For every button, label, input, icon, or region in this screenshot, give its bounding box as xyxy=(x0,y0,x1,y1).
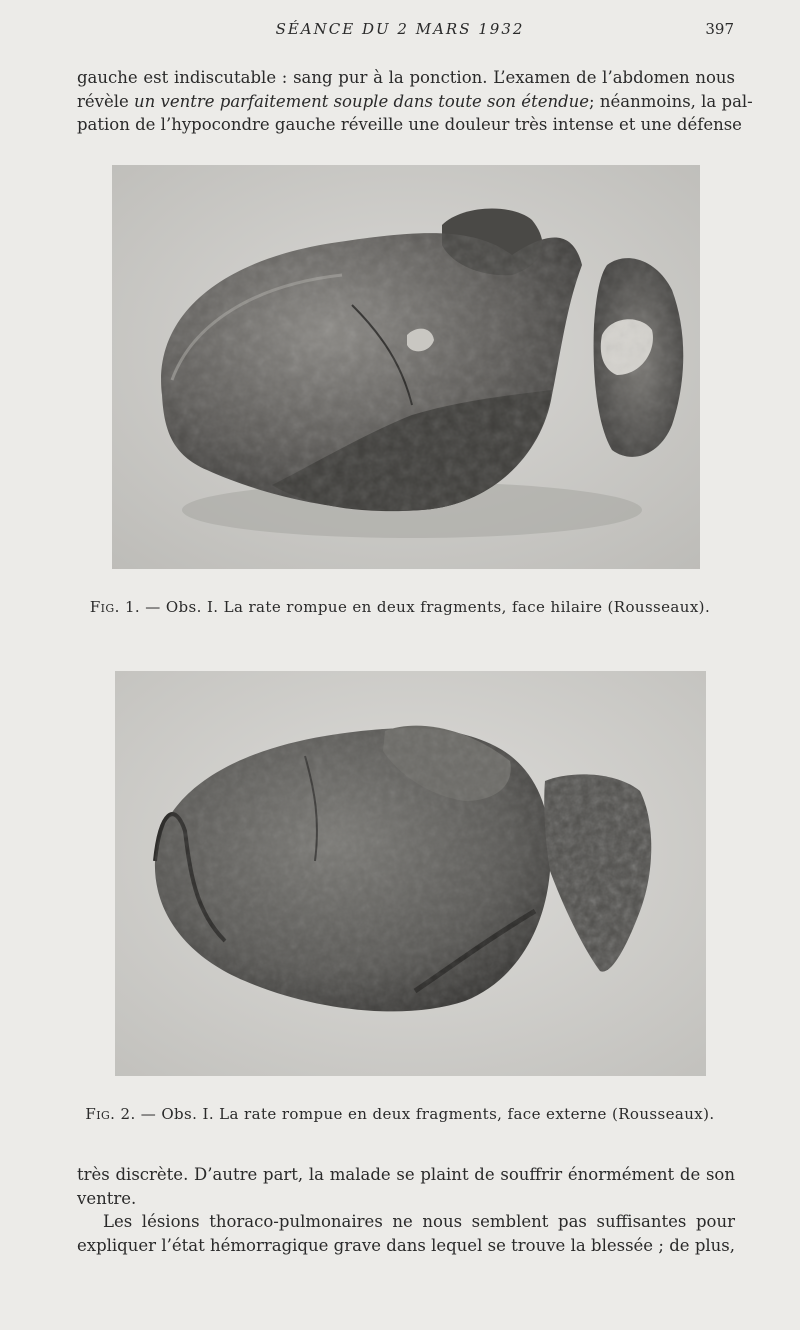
figure-2-photo xyxy=(115,671,706,1076)
running-head xyxy=(0,20,800,44)
italic-phrase: un ventre parfaitement souple dans toute son étendue xyxy=(134,91,590,111)
bottom-paragraph xyxy=(77,1163,735,1257)
figure-1-caption xyxy=(0,598,800,616)
figure-1-label: Fig. 1. xyxy=(89,598,141,616)
bottom-paragraph-line-4: expliquer l’état hémorragique grave dans lequel se trouve la blessée ; de plus, xyxy=(77,1235,735,1255)
top-paragraph-line-2 xyxy=(77,90,753,114)
running-title: SÉANCE DU 2 MARS 1932 xyxy=(275,20,525,38)
figure-2-caption-text: — Obs. I. La rate rompue en deux fragments, face externe (Rousseaux). xyxy=(135,1105,715,1123)
bottom-paragraph-line-2: ventre. xyxy=(77,1188,137,1208)
spleen-external-face-photo xyxy=(115,671,706,1076)
spleen-hilar-face-photo xyxy=(112,165,700,569)
bottom-paragraph-line-1: très discrète. D’autre part, la malade se plaint de souffrir énormément de son xyxy=(77,1165,735,1184)
figure-1-photo xyxy=(112,165,700,569)
figure-2-caption xyxy=(0,1105,800,1123)
bottom-paragraph-line-3: Les lésions thoraco-pulmonaires ne nous semblent pas suffisantes pour xyxy=(103,1212,735,1231)
figure-2-label: Fig. 2. xyxy=(85,1105,136,1123)
top-paragraph-line-3: pation de l’hypocondre gauche réveille une douleur très intense et une défense xyxy=(77,115,742,134)
top-paragraph-line-1: gauche est indiscutable : sang pur à la ponction. L’examen de l’abdomen nous xyxy=(77,68,735,87)
figure-1-caption-text: — Obs. I. La rate rompue en deux fragments, face hilaire (Rousseaux). xyxy=(140,598,711,616)
line-2-suffix: ; néanmoins, la pal- xyxy=(589,91,753,111)
page-number: 397 xyxy=(705,20,734,38)
line-2-prefix: révèle xyxy=(77,91,135,111)
top-paragraph xyxy=(77,66,753,137)
